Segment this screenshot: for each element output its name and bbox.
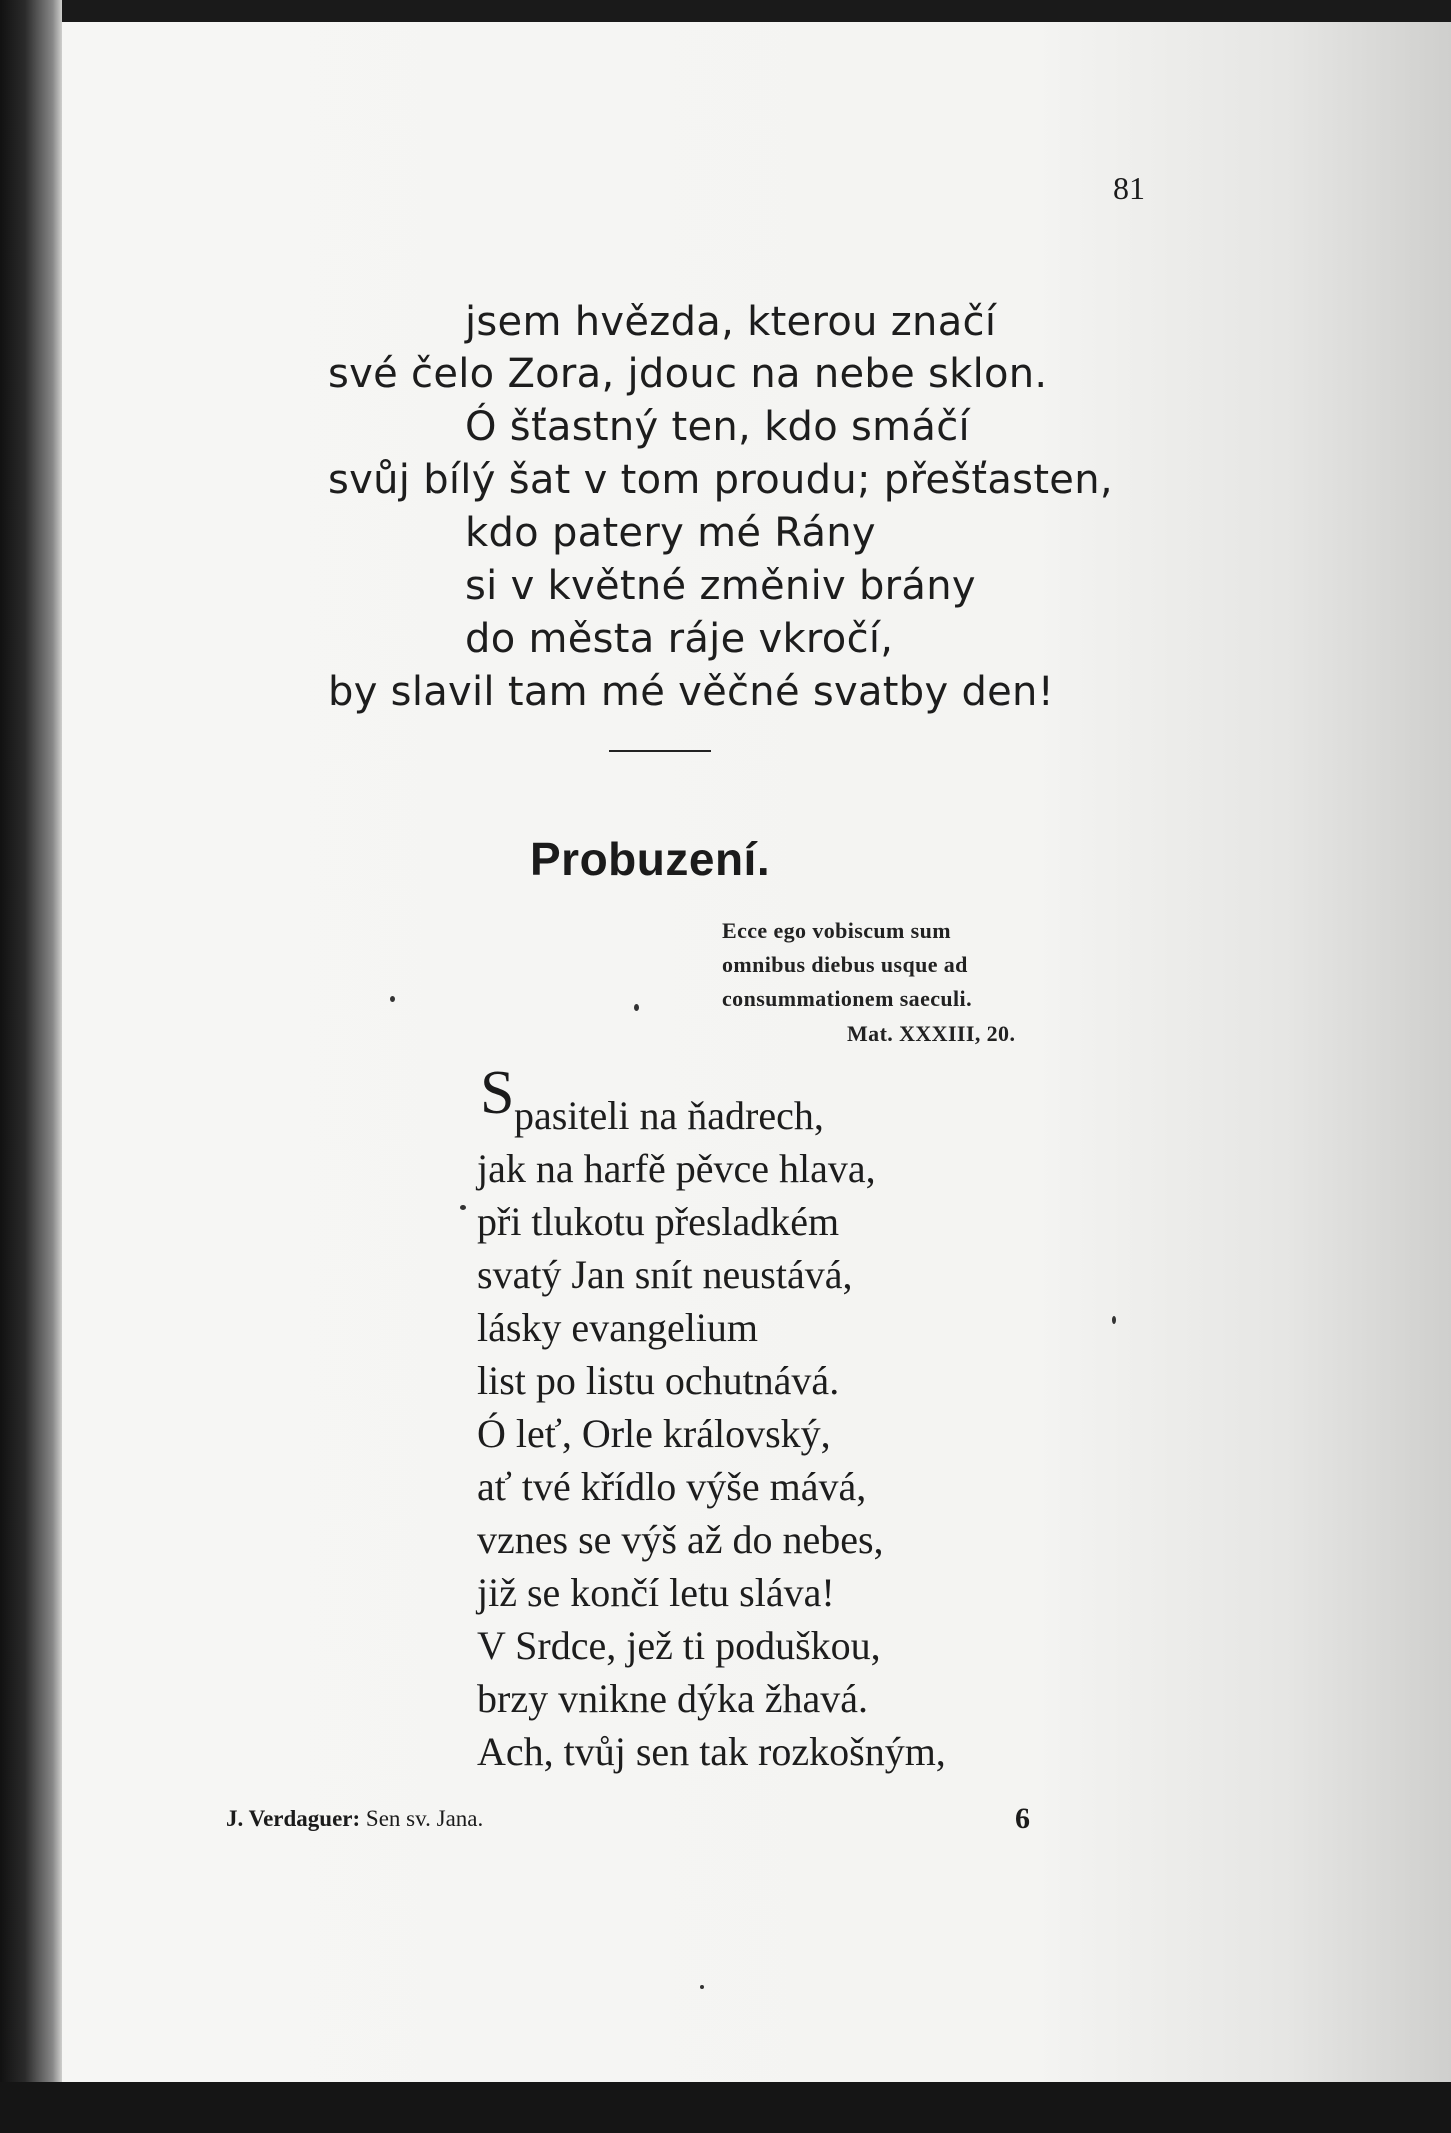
stanza-line: by slavil tam mé věčné svatby den! <box>328 669 1055 715</box>
poem-line: pasiteli na ňadrech, <box>514 1093 824 1138</box>
epigraph-citation: Mat. XXXIII, 20. <box>847 1021 1016 1046</box>
poem-line: Ach, tvůj sen tak rozkošným, <box>477 1729 946 1774</box>
print-speck <box>634 1004 639 1011</box>
print-speck <box>460 1205 466 1210</box>
stanza-line: svůj bílý šat v tom proudu; přešťasten, <box>328 457 1113 503</box>
epigraph-line: consummationem saeculi. <box>722 986 972 1011</box>
epigraph-line: Ecce ego vobiscum sum <box>722 918 951 943</box>
poem-line: vznes se výš až do nebes, <box>477 1517 884 1562</box>
poem-line: při tlukotu přesladkém <box>477 1199 840 1244</box>
poem-line: brzy vnikne dýka žhavá. <box>477 1676 868 1721</box>
stanza-line: své čelo Zora, jdouc na nebe sklon. <box>328 351 1048 397</box>
poem-line: svatý Jan snít neustává, <box>477 1252 853 1297</box>
page-number: 81 <box>1113 170 1145 206</box>
print-speck <box>390 996 395 1002</box>
book-spine-shadow <box>0 0 62 2133</box>
signature-mark: 6 <box>1015 1802 1030 1835</box>
poem-line: ať tvé křídlo výše mává, <box>477 1464 867 1509</box>
stanza-line: Ó šťastný ten, kdo smáčí <box>465 404 970 450</box>
poem-line: list po listu ochutnává. <box>477 1358 840 1403</box>
epigraph-line: omnibus diebus usque ad <box>722 952 968 977</box>
poem-line: lásky evangelium <box>477 1305 759 1350</box>
print-speck <box>1112 1316 1116 1324</box>
stanza-line: do města ráje vkročí, <box>465 616 894 662</box>
footer-work-title: Sen sv. Jana. <box>365 1806 484 1831</box>
poem-line: V Srdce, jež ti poduškou, <box>477 1623 881 1668</box>
footer-signature-line <box>226 1806 483 1832</box>
poem-line: Ó leť, Orle královský, <box>477 1411 831 1456</box>
drop-cap: S <box>480 1059 515 1127</box>
poem-title: Probuzení. <box>530 833 771 885</box>
footer-author: J. Verdaguer: <box>226 1806 361 1831</box>
page-bottom-shadow <box>0 2082 1451 2133</box>
poem-line: jak na harfě pěvce hlava, <box>477 1146 876 1191</box>
print-speck <box>700 1985 704 1989</box>
stanza-line: jsem hvězda, kterou značí <box>465 299 997 345</box>
poem-line: již se končí letu sláva! <box>477 1570 835 1615</box>
stanza-line: kdo patery mé Rány <box>465 510 876 556</box>
section-divider <box>609 750 711 752</box>
stanza-line: si v květné změniv brány <box>465 563 976 609</box>
